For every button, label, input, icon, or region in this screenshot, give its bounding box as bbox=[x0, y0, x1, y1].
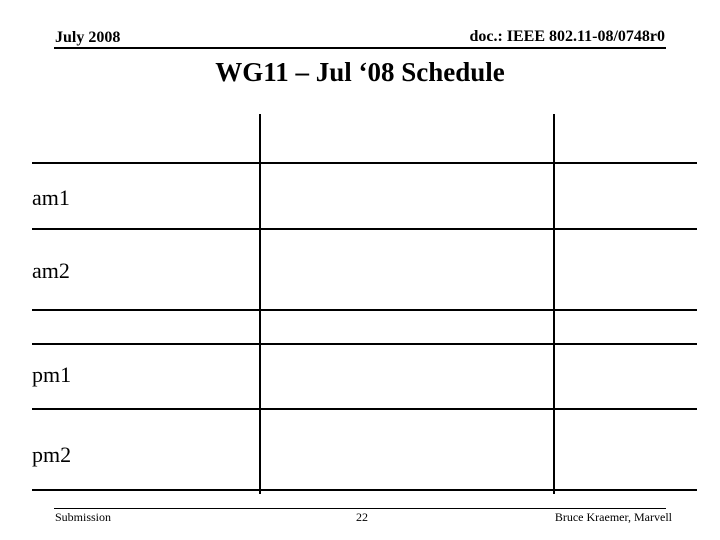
header-date: July 2008 bbox=[55, 29, 121, 46]
slide-title: WG11 – Jul ‘08 Schedule bbox=[215, 57, 505, 87]
row-label-pm2: pm2 bbox=[32, 442, 72, 467]
row-label-am1: am1 bbox=[32, 185, 70, 210]
grid-line-v bbox=[259, 114, 261, 494]
grid-line-h bbox=[32, 309, 697, 311]
grid-line-h bbox=[32, 343, 697, 345]
grid-line-h bbox=[32, 228, 697, 230]
footer-submission: Submission bbox=[55, 510, 112, 524]
grid-line-v bbox=[553, 114, 555, 494]
grid-line-h bbox=[32, 162, 697, 164]
header-doc-id: doc.: IEEE 802.11-08/0748r0 bbox=[469, 28, 665, 45]
footer-divider bbox=[54, 508, 666, 509]
header-divider bbox=[54, 47, 666, 49]
grid-line-h bbox=[32, 408, 697, 410]
footer-author: Bruce Kraemer, Marvell bbox=[554, 510, 672, 524]
grid-line-h bbox=[32, 489, 697, 491]
row-label-pm1: pm1 bbox=[32, 362, 72, 387]
row-label-am2: am2 bbox=[32, 258, 70, 283]
footer-page-number: 22 bbox=[356, 510, 368, 524]
